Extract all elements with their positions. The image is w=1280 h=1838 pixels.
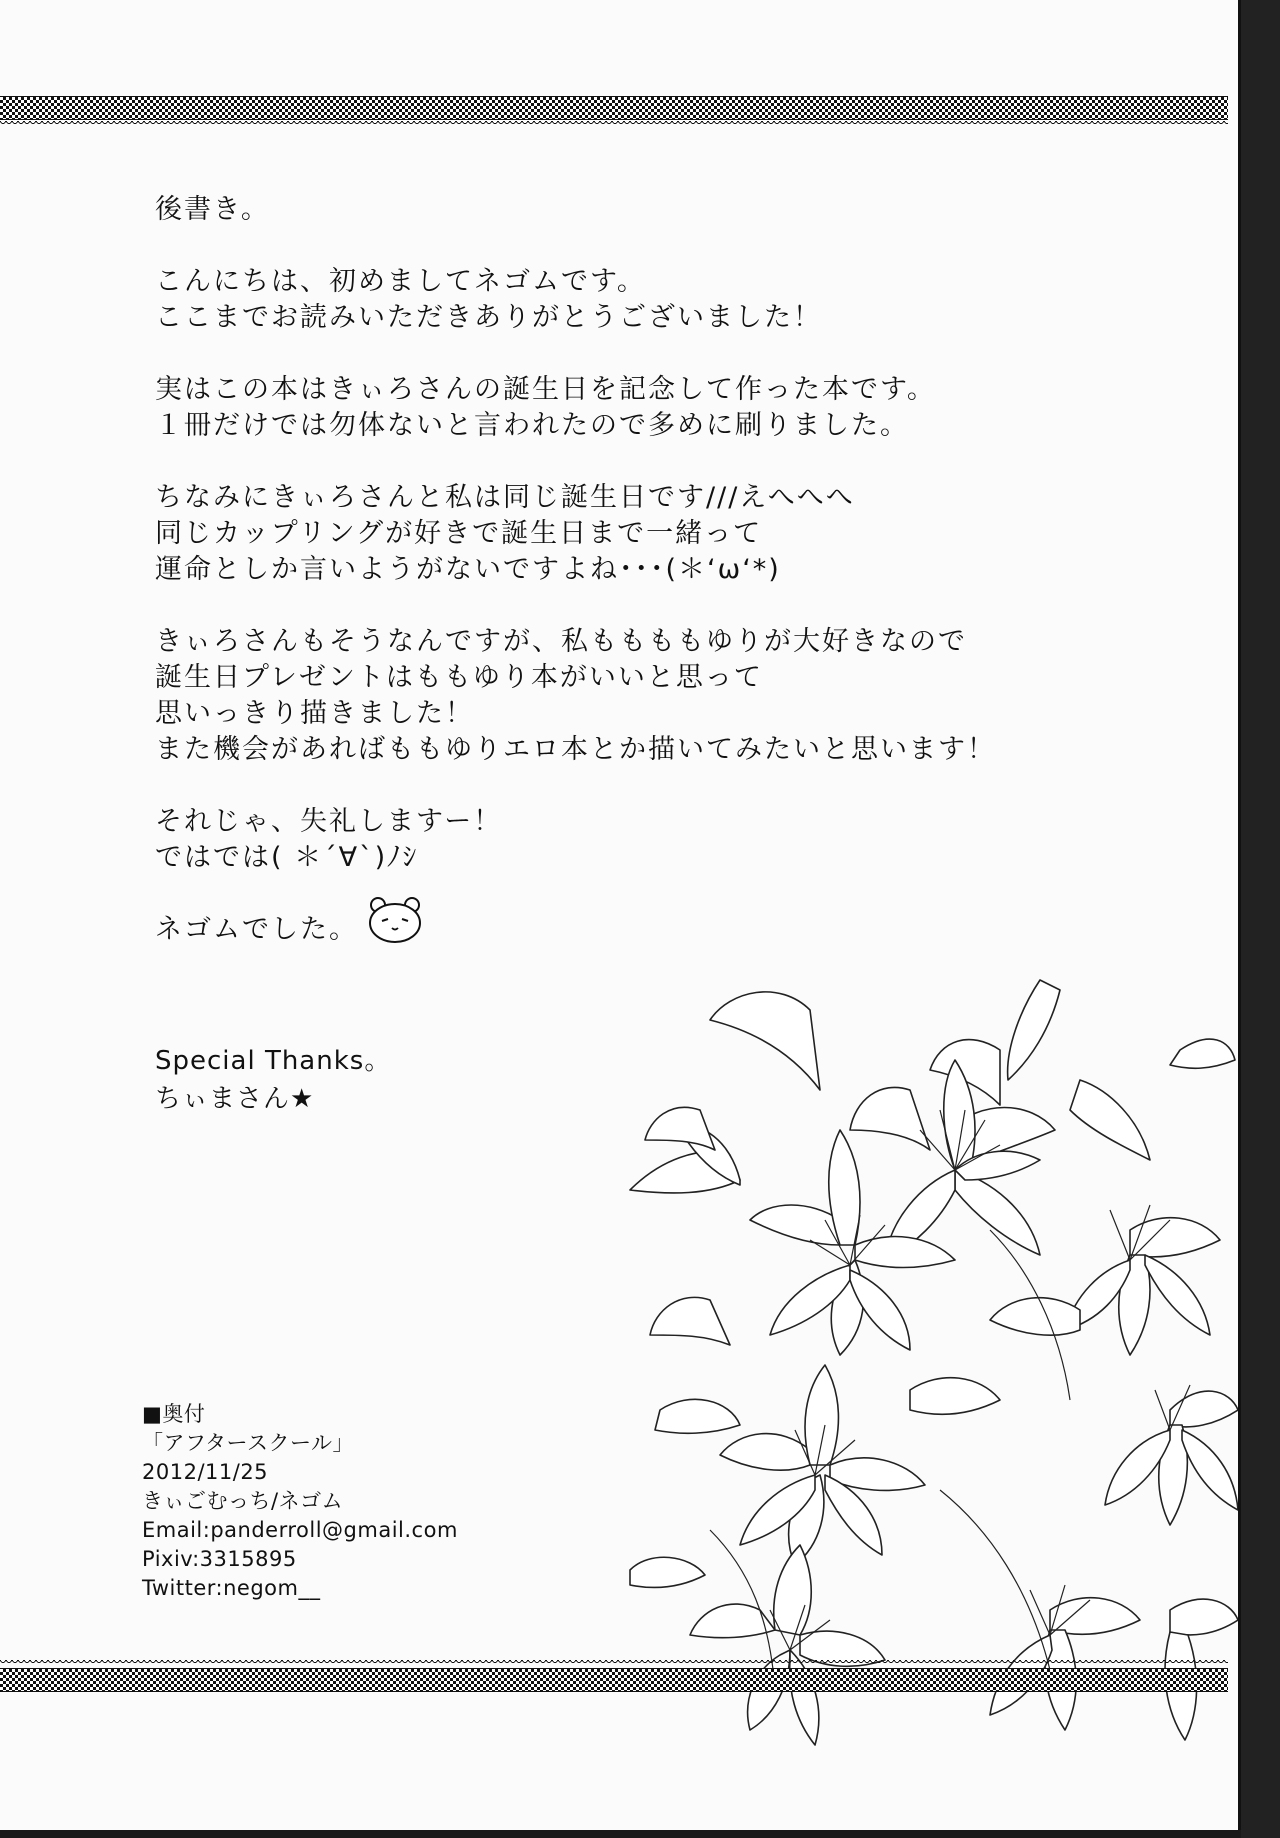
afterword-heading: 後書き。 bbox=[155, 194, 270, 225]
special-thanks-name: ちぃまさん★ bbox=[155, 1084, 315, 1114]
scan-edge bbox=[1241, 0, 1280, 1838]
colophon bbox=[142, 1400, 458, 1603]
text-line: 思いっきり描きました！ bbox=[155, 698, 474, 729]
text-line: ちなみにきぃろさんと私は同じ誕生日です///えへへへ bbox=[155, 482, 855, 513]
pixiv-contact: Pixiv:3315895 bbox=[142, 1547, 297, 1571]
scallop-stripe bbox=[0, 1660, 1228, 1666]
text-line: こんにちは、初めましてネゴムです。 bbox=[155, 266, 646, 297]
bear-face-icon bbox=[366, 895, 424, 945]
text-line: 実はこの本はきぃろさんの誕生日を記念して作った本です。 bbox=[155, 374, 936, 405]
text-line: ここまでお読みいただきありがとうございました！ bbox=[155, 302, 822, 333]
top-checkered-border bbox=[0, 96, 1228, 126]
afterword-paragraph-5 bbox=[155, 804, 1055, 876]
special-thanks-title: Special Thanks。 bbox=[155, 1046, 392, 1076]
circle-author: きぃごむっち/ネゴム bbox=[142, 1489, 344, 1513]
publish-date: 2012/11/25 bbox=[142, 1460, 269, 1484]
text-line: きぃろさんもそうなんですが、私ももももゆりが大好きなので bbox=[155, 626, 967, 657]
text-line: 同じカップリングが好きで誕生日まで一緒って bbox=[155, 518, 763, 549]
checker-stripe bbox=[0, 96, 1228, 120]
colophon-label: ■奥付 bbox=[142, 1402, 206, 1426]
afterword-paragraph-3 bbox=[155, 480, 1055, 588]
signature-text: ネゴムでした。 bbox=[155, 914, 358, 945]
bottom-checkered-border bbox=[0, 1660, 1228, 1690]
scallop-stripe bbox=[0, 121, 1228, 127]
text-line: それじゃ、失礼しますー！ bbox=[155, 806, 503, 837]
email-contact: Email:panderroll@gmail.com bbox=[142, 1518, 458, 1542]
text-line: また機会があればももゆりエロ本とか描いてみたいと思います！ bbox=[155, 734, 996, 765]
lily-flowers-illustration bbox=[610, 970, 1238, 1775]
text-line: １冊だけでは勿体ないと言われたので多めに刷りました。 bbox=[155, 410, 909, 441]
special-thanks bbox=[155, 1042, 391, 1118]
text-line: 誕生日プレゼントはももゆり本がいいと思って bbox=[155, 662, 763, 693]
text-line: 運命としか言いようがないですよね･･･(＊‘ω‘*) bbox=[155, 554, 781, 585]
twitter-contact: Twitter:negom__ bbox=[142, 1576, 321, 1600]
afterword-paragraph-1 bbox=[155, 264, 1055, 336]
afterword-paragraph-2 bbox=[155, 372, 1055, 444]
afterword-text bbox=[155, 192, 1055, 948]
text-line: ではでは( ＊´∀`)ﾉｼ bbox=[155, 842, 419, 873]
checker-stripe bbox=[0, 1668, 1228, 1692]
afterword-paragraph-4 bbox=[155, 624, 1055, 768]
signature-row bbox=[155, 912, 1055, 948]
book-title: 「アフタースクール」 bbox=[142, 1431, 355, 1455]
